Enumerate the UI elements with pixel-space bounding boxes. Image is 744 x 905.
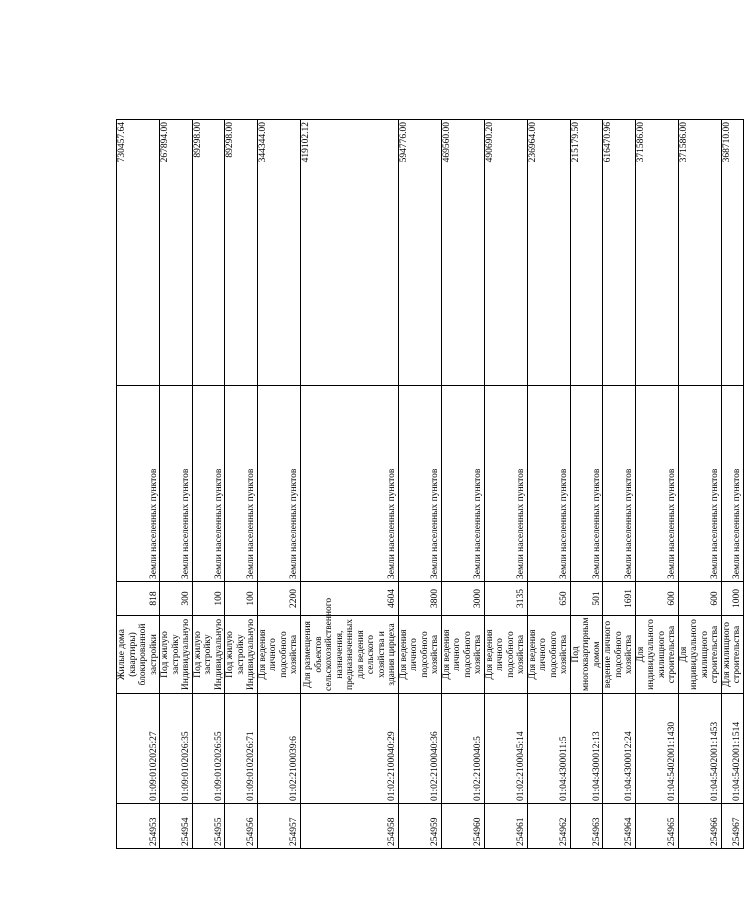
record-number-cell: 254956	[225, 804, 258, 849]
table-row	[527, 120, 570, 849]
permitted-use-cell: Под жилую застройку Индивидуальную	[225, 616, 258, 694]
cadastral-number-cell: 01:02:2100040:5	[441, 694, 484, 804]
area-cell: 4604	[300, 582, 398, 616]
cadastral-number-cell: 01:09:0102025:27	[117, 694, 160, 804]
area-cell: 100	[225, 582, 258, 616]
permitted-use-cell: Для ведения личного подсобного хозяйства	[441, 616, 484, 694]
table-row	[570, 120, 603, 849]
land-category-cell: Земли населенных пунктов	[398, 386, 441, 582]
land-category-cell: Земли населенных пунктов	[721, 386, 743, 582]
land-category-cell: Земли населенных пунктов	[527, 386, 570, 582]
table-row	[635, 120, 678, 849]
cadastral-number-cell: 01:09:0102026:35	[160, 694, 193, 804]
record-number-cell: 254962	[527, 804, 570, 849]
cadastral-value-cell: 594776.00	[398, 120, 441, 386]
cadastral-number-cell: 01:04:5402001:1453	[678, 694, 721, 804]
cadastral-value-cell: 89298.00	[192, 120, 225, 386]
cadastral-number-cell: 01:09:0102026:71	[225, 694, 258, 804]
permitted-use-cell: Для размещения объектов сельскохозяйственного назначения, предназначенных для ведения сельского хозяйства и здания цирцеха	[300, 616, 398, 694]
cadastral-value-cell: 730457.64	[117, 120, 160, 386]
land-category-cell: Земли населенных пунктов	[484, 386, 527, 582]
permitted-use-cell: Для ведения личного подсобного хозяйства	[527, 616, 570, 694]
area-cell: 650	[527, 582, 570, 616]
area-cell: 3000	[441, 582, 484, 616]
record-number-cell: 254963	[570, 804, 603, 849]
cadastral-number-cell: 01:04:4300012:13	[570, 694, 603, 804]
cadastral-value-cell: 490690.20	[484, 120, 527, 386]
permitted-use-cell: Для жилищного строительства	[721, 616, 743, 694]
cadastral-value-cell: 616470.96	[603, 120, 636, 386]
land-plots-table	[116, 119, 744, 849]
area-cell: 300	[160, 582, 193, 616]
cadastral-value-cell: 344344.00	[257, 120, 300, 386]
land-category-cell: Земли населенных пунктов	[441, 386, 484, 582]
permitted-use-cell: Под жилую застройку Индивидуальную	[192, 616, 225, 694]
area-cell: 2200	[257, 582, 300, 616]
cadastral-value-cell: 368710.00	[721, 120, 743, 386]
land-category-cell: Земли населенных пунктов	[635, 386, 678, 582]
table-body	[117, 120, 744, 849]
permitted-use-cell: ведение личного подсобного хозяйства	[603, 616, 636, 694]
record-number-cell: 254960	[441, 804, 484, 849]
area-cell: 501	[570, 582, 603, 616]
cadastral-number-cell: 01:02:2100040:29	[300, 694, 398, 804]
cadastral-number-cell: 01:09:0102026:55	[192, 694, 225, 804]
land-category-cell: Земли населенных пунктов	[257, 386, 300, 582]
area-cell: 1000	[721, 582, 743, 616]
land-category-cell: Земли населенных пунктов	[570, 386, 603, 582]
cadastral-value-cell: 267894.00	[160, 120, 193, 386]
table-row	[160, 120, 193, 849]
record-number-cell: 254957	[257, 804, 300, 849]
land-category-cell: Земли населенных пунктов	[192, 386, 225, 582]
cadastral-number-cell: 01:02:2100040:36	[398, 694, 441, 804]
table-row	[300, 120, 398, 849]
area-cell: 600	[635, 582, 678, 616]
permitted-use-cell: Жилые дома (квартиры) блокированной застройки	[117, 616, 160, 694]
rotated-table-wrapper	[116, 120, 742, 849]
table-row	[678, 120, 721, 849]
record-number-cell: 254959	[398, 804, 441, 849]
table-row	[484, 120, 527, 849]
permitted-use-cell: Для ведения личного подсобного хозяйства	[257, 616, 300, 694]
area-cell: 100	[192, 582, 225, 616]
land-category-cell: Земли населенных пунктов	[603, 386, 636, 582]
record-number-cell: 254966	[678, 804, 721, 849]
permitted-use-cell: Для индивидуального жилищного строительства	[635, 616, 678, 694]
land-category-cell: Земли населенных пунктов	[678, 386, 721, 582]
cadastral-value-cell: 419102.12	[300, 120, 398, 386]
cadastral-value-cell: 236964.00	[527, 120, 570, 386]
area-cell: 1691	[603, 582, 636, 616]
record-number-cell: 254967	[721, 804, 743, 849]
table-row	[721, 120, 743, 849]
permitted-use-cell: Для ведения личного подсобного хозяйства	[398, 616, 441, 694]
cadastral-value-cell: 215179.50	[570, 120, 603, 386]
permitted-use-cell: Под многоквартирным домом	[570, 616, 603, 694]
permitted-use-cell: Под жилую застройку Индивидуальную	[160, 616, 193, 694]
cadastral-value-cell: 89298.00	[225, 120, 258, 386]
land-category-cell: Земли населенных пунктов	[160, 386, 193, 582]
table-row	[117, 120, 160, 849]
table-row	[398, 120, 441, 849]
cadastral-value-cell: 371586.00	[678, 120, 721, 386]
permitted-use-cell: Для индивидуального жилищного строительства	[678, 616, 721, 694]
record-number-cell: 254964	[603, 804, 636, 849]
table-row	[603, 120, 636, 849]
cadastral-number-cell: 01:04:4300012:24	[603, 694, 636, 804]
permitted-use-cell: Для ведения личного подсобного хозяйства	[484, 616, 527, 694]
land-category-cell: Земли населенных пунктов	[300, 386, 398, 582]
cadastral-number-cell: 01:02:2100039:6	[257, 694, 300, 804]
record-number-cell: 254958	[300, 804, 398, 849]
land-category-cell: Земли населенных пунктов	[225, 386, 258, 582]
area-cell: 3135	[484, 582, 527, 616]
area-cell: 3800	[398, 582, 441, 616]
area-cell: 600	[678, 582, 721, 616]
record-number-cell: 254955	[192, 804, 225, 849]
area-cell: 818	[117, 582, 160, 616]
table-row	[257, 120, 300, 849]
cadastral-number-cell: 01:02:2100045:14	[484, 694, 527, 804]
cadastral-number-cell: 01:04:5402001:1514	[721, 694, 743, 804]
cadastral-value-cell: 371586.00	[635, 120, 678, 386]
record-number-cell: 254961	[484, 804, 527, 849]
cadastral-value-cell: 469560.00	[441, 120, 484, 386]
table-row	[225, 120, 258, 849]
table-row	[441, 120, 484, 849]
record-number-cell: 254954	[160, 804, 193, 849]
cadastral-number-cell: 01:04:5402001:1430	[635, 694, 678, 804]
table-row	[192, 120, 225, 849]
land-category-cell: Земли населенных пунктов	[117, 386, 160, 582]
record-number-cell: 254965	[635, 804, 678, 849]
record-number-cell: 254953	[117, 804, 160, 849]
cadastral-number-cell: 01:04:4300011:5	[527, 694, 570, 804]
